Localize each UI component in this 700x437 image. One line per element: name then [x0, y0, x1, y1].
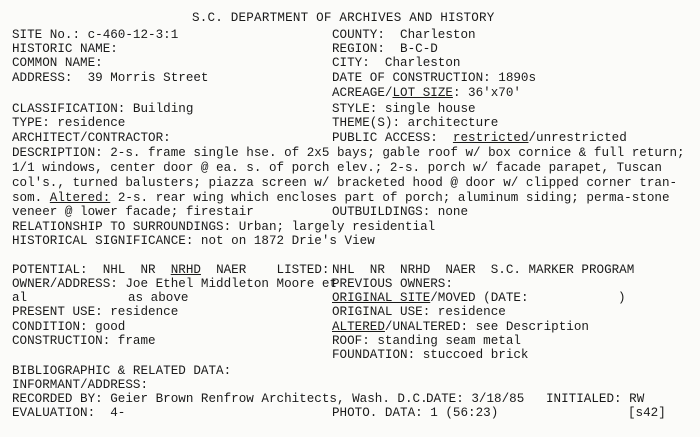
recorded-by: RECORDED BY: Geier Brown Renfrow Architects, Wash. D.C. — [12, 392, 428, 406]
initialed: INITIALED: RW — [546, 392, 645, 406]
owner-address: OWNER/ADDRESS: Joe Ethel Middleton Moore et — [12, 277, 337, 291]
altered-label: ALTERED — [332, 320, 385, 334]
description-line-3: col's., turned balusters; piazza screen w/ bracketed hood @ door w/ clipped corner tran- — [12, 176, 678, 190]
description-line-2: 1/1 windows, center door @ ea. s. of porch elev.; 2-s. porch w/ facade parapet, Tuscan — [12, 161, 662, 175]
potential-label: POTENTIAL: NHL NR — [12, 263, 171, 277]
classification: CLASSIFICATION: Building — [12, 102, 194, 116]
public-access-label: PUBLIC ACCESS: — [332, 131, 453, 145]
description-som: som. — [12, 191, 50, 205]
evaluation: EVALUATION: 4- — [12, 406, 126, 420]
owner-as-above: as above — [128, 291, 189, 305]
type: TYPE: residence — [12, 116, 126, 130]
informant: INFORMANT/ADDRESS: — [12, 378, 149, 392]
site-no: SITE No.: c-460-12-3:1 — [12, 28, 179, 42]
historic-name: HISTORIC NAME: — [12, 42, 118, 56]
original-site — [332, 291, 529, 306]
original-site-close: ) — [618, 291, 626, 305]
outbuildings: OUTBUILDINGS: none — [332, 205, 469, 219]
bibliographic: BIBLIOGRAPHIC & RELATED DATA: — [12, 364, 232, 378]
roof: ROOF: standing seam metal — [332, 334, 521, 348]
city: CITY: Charleston — [332, 56, 461, 70]
date: DATE: 3/18/85 — [426, 392, 525, 406]
acreage-value: : 36'x70' — [452, 86, 521, 100]
potential-nrhd: NRHD — [170, 263, 201, 277]
description-altered: Altered: — [49, 191, 111, 205]
historical-significance: HISTORICAL SIGNIFICANCE: not on 1872 Drie's View — [12, 234, 375, 248]
date-of-construction: DATE OF CONSTRUCTION: 1890s — [332, 71, 537, 85]
photo-data: PHOTO. DATA: 1 (56:23) — [332, 406, 499, 420]
architect: ARCHITECT/CONTRACTOR: — [12, 131, 171, 145]
condition: CONDITION: good — [12, 320, 126, 334]
region: REGION: B-C-D — [332, 42, 438, 56]
acreage-label: ACREAGE/ — [332, 86, 393, 100]
common-name: COMMON NAME: — [12, 56, 103, 70]
description-line-5: veneer @ lower facade; firestair — [12, 205, 254, 219]
description-rear-wing: 2-s. rear wing which encloses part of porch; aluminum siding; perma-stone — [110, 191, 670, 205]
page-reference: [s42] — [628, 406, 666, 420]
altered-rest: /UNALTERED: see Description — [384, 320, 589, 334]
acreage-lot-size: LOT SIZE — [392, 86, 453, 100]
description-line-4 — [12, 191, 670, 206]
previous-owners: PREVIOUS OWNERS: — [332, 277, 453, 291]
owner-continued: al — [12, 291, 28, 305]
style: STYLE: single house — [332, 102, 476, 116]
potential-rest: NAER LISTED: — [200, 263, 330, 277]
original-use: ORIGINAL USE: residence — [332, 305, 506, 319]
public-access — [332, 131, 627, 146]
county: COUNTY: Charleston — [332, 28, 476, 42]
acreage — [332, 86, 521, 101]
public-access-rest: /unrestricted — [528, 131, 627, 145]
public-access-restricted: restricted — [452, 131, 529, 145]
construction: CONSTRUCTION: frame — [12, 334, 156, 348]
description-line-1: DESCRIPTION: 2-s. frame single hse. of 2x5 bays; gable roof w/ box cornice & full return; — [12, 146, 685, 160]
relationship: RELATIONSHIP TO SURROUNDINGS: Urban; largely residential — [12, 220, 436, 234]
address: ADDRESS: 39 Morris Street — [12, 71, 209, 85]
theme: THEME(S): architecture — [332, 116, 499, 130]
original-site-label: ORIGINAL SITE — [332, 291, 431, 305]
potential — [12, 263, 329, 278]
altered — [332, 320, 589, 335]
original-site-moved: /MOVED (DATE: — [430, 291, 529, 305]
listed-options: NHL NR NRHD NAER S.C. MARKER PROGRAM — [332, 263, 635, 277]
card-header: S.C. DEPARTMENT OF ARCHIVES AND HISTORY — [192, 11, 495, 25]
present-use: PRESENT USE: residence — [12, 305, 179, 319]
foundation: FOUNDATION: stuccoed brick — [332, 348, 529, 362]
